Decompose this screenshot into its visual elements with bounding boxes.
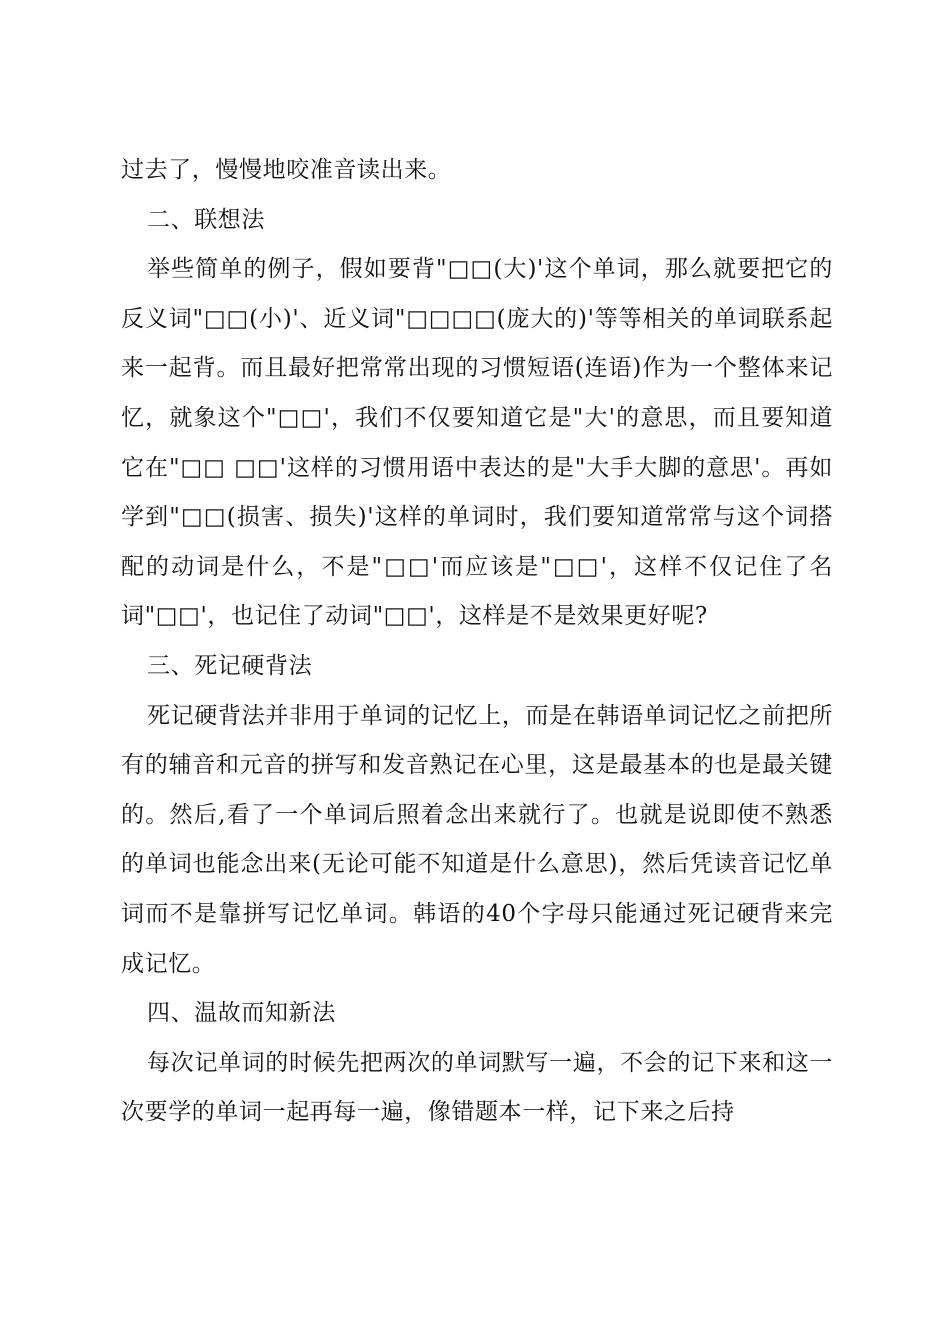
document-body [121, 146, 833, 1138]
section-heading-rote: 三、死记硬背法 [147, 652, 313, 679]
paragraph-association: 举些简单的例子，假如要背"□□(大)'这个单词，那么就要把它的反义词"□□(小)'、近义词"□□□□(庞大的)'等等相关的单词联系起来一起背。而且最好把常常出现的习惯短语(连语)作为一个整体来记忆，就象这个"□□'，我们不仅要知道它是"大'的意思，而且要知道它在"□□ □□'这样的习惯用语中表达的是"大手大脚的意思'。再如学到"□□(损害、损失)'这样的单词时，我们要知道常常与这个词搭配的动词是什么，不是"□□'而应该是"□□'，这样不仅记住了名词"□□'，也记住了动词"□□'，这样是不是效果更好呢? [121, 256, 833, 630]
paragraph-continuation: 过去了，慢慢地咬准音读出来。 [121, 157, 452, 183]
paragraph-review: 每次记单词的时候先把两次的单词默写一遍，不会的记下来和这一次要学的单词一起再每一遍，像错题本一样，记下来之后持 [121, 1049, 833, 1126]
section-heading-review: 四、温故而知新法 [147, 1000, 336, 1027]
section-heading-association: 二、联想法 [147, 206, 265, 233]
paragraph-rote: 死记硬背法并非用于单词的记忆上，而是在韩语单词记忆之前把所有的辅音和元音的拼写和发音熟记在心里，这是最基本的也是最关键的。然后,看了一个单词后照着念出来就行了。也就是说即使不熟悉的单词也能念出来(无论可能不知道是什么意思)，然后凭读音记忆单词而不是靠拼写记忆单词。韩语的40个字母只能通过死记硬背来完成记忆。 [121, 702, 833, 977]
